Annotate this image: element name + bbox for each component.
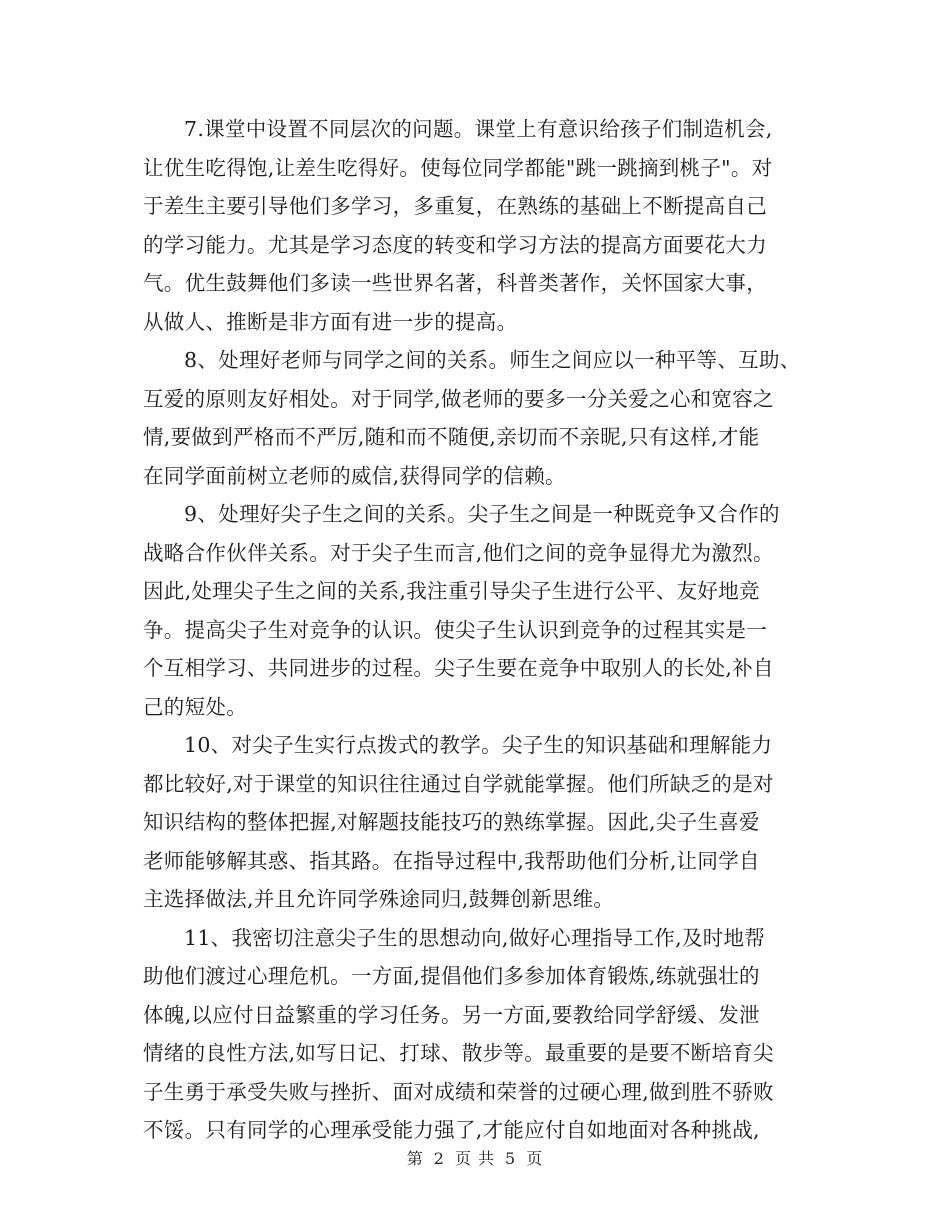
footer-total-pages: 5 — [505, 1149, 517, 1168]
text-line: 11、我密切注意尖子生的思想动向,做好心理指导工作,及时地帮 — [184, 925, 766, 950]
text-line: 气。优生鼓舞他们多读一些世界名著，科普类著作，关怀国家大事， — [143, 271, 767, 295]
text-line: 7.课堂中设置不同层次的问题。课堂上有意识给孩子们制造机会, — [184, 117, 773, 141]
text-line: 不馁。只有同学的心理承受能力强了,才能应付自如地面对各种挑战, — [143, 1118, 760, 1142]
text-line: 情绪的良性方法,如写日记、打球、散步等。最重要的是要不断培育尖 — [143, 1041, 774, 1065]
text-line: 在同学面前树立老师的威信,获得同学的信赖。 — [143, 463, 566, 488]
text-line: 个互相学习、共同进步的过程。尖子生要在竞争中取别人的长处,补自 — [143, 656, 774, 680]
footer-suffix: 页 — [526, 1149, 544, 1168]
paragraph — [143, 919, 813, 1150]
text-line: 因此,处理尖子生之间的关系,我注重引导尖子生进行公平、友好地竞 — [143, 579, 760, 603]
text-line: 互爱的原则友好相处。对于同学,做老师的要多一分关爱之心和宽容之 — [143, 386, 774, 411]
footer-middle: 页 共 — [454, 1149, 496, 1168]
page-footer — [0, 1146, 950, 1169]
text-line: 从做人、推断是非方面有进一步的提高。 — [143, 309, 518, 334]
text-line: 8、处理好老师与同学之间的关系。师生之间应以一种平等、互助、 — [184, 348, 801, 372]
text-line: 让优生吃得饱,让差生吃得好。使每位同学都能"跳一跳摘到桃子"。对 — [143, 155, 773, 180]
text-line: 都比较好,对于课堂的知识往往通过自学就能掌握。他们所缺乏的是对 — [143, 771, 774, 796]
text-line: 老师能够解其惑、指其路。在指导过程中,我帮助他们分析,让同学自 — [143, 848, 760, 873]
text-line: 子生勇于承受失败与挫折、面对成绩和荣誉的过硬心理,做到胜不骄败 — [143, 1079, 774, 1104]
text-line: 己的短处。 — [143, 694, 247, 719]
text-line: 情,要做到严格而不严厉,随和而不随便,亲切而不亲昵,只有这样,才能 — [143, 425, 760, 449]
paragraph — [143, 110, 813, 341]
text-line: 于差生主要引导他们多学习，多重复，在熟练的基础上不断提高自己 — [143, 194, 767, 218]
paragraph — [143, 495, 813, 726]
footer-current-page: 2 — [433, 1149, 445, 1168]
text-line: 10、对尖子生实行点拨式的教学。尖子生的知识基础和理解能力 — [184, 733, 773, 757]
text-line: 助他们渡过心理危机。一方面,提倡他们多参加体育锻炼,练就强壮的 — [143, 964, 760, 988]
document-body — [143, 110, 813, 1150]
text-line: 的学习能力。尤其是学习态度的转变和学习方法的提高方面要花大力 — [143, 232, 767, 257]
text-line: 争。提高尖子生对竞争的认识。使尖子生认识到竞争的过程其实是一 — [143, 617, 767, 642]
footer-prefix: 第 — [406, 1149, 424, 1168]
text-line: 主选择做法,并且允许同学殊途同归,鼓舞创新思维。 — [143, 887, 615, 911]
paragraph — [143, 341, 813, 495]
text-line: 体魄,以应付日益繁重的学习任务。另一方面,要教给同学舒缓、发泄 — [143, 1002, 760, 1027]
text-line: 战略合作伙伴关系。对于尖子生而言,他们之间的竞争显得尤为激烈。 — [143, 540, 774, 565]
text-line: 9、处理好尖子生之间的关系。尖子生之间是一种既竞争又合作的 — [184, 502, 780, 526]
paragraph — [143, 726, 813, 919]
text-line: 知识结构的整体把握,对解题技能技巧的熟练掌握。因此,尖子生喜爱 — [143, 810, 760, 834]
